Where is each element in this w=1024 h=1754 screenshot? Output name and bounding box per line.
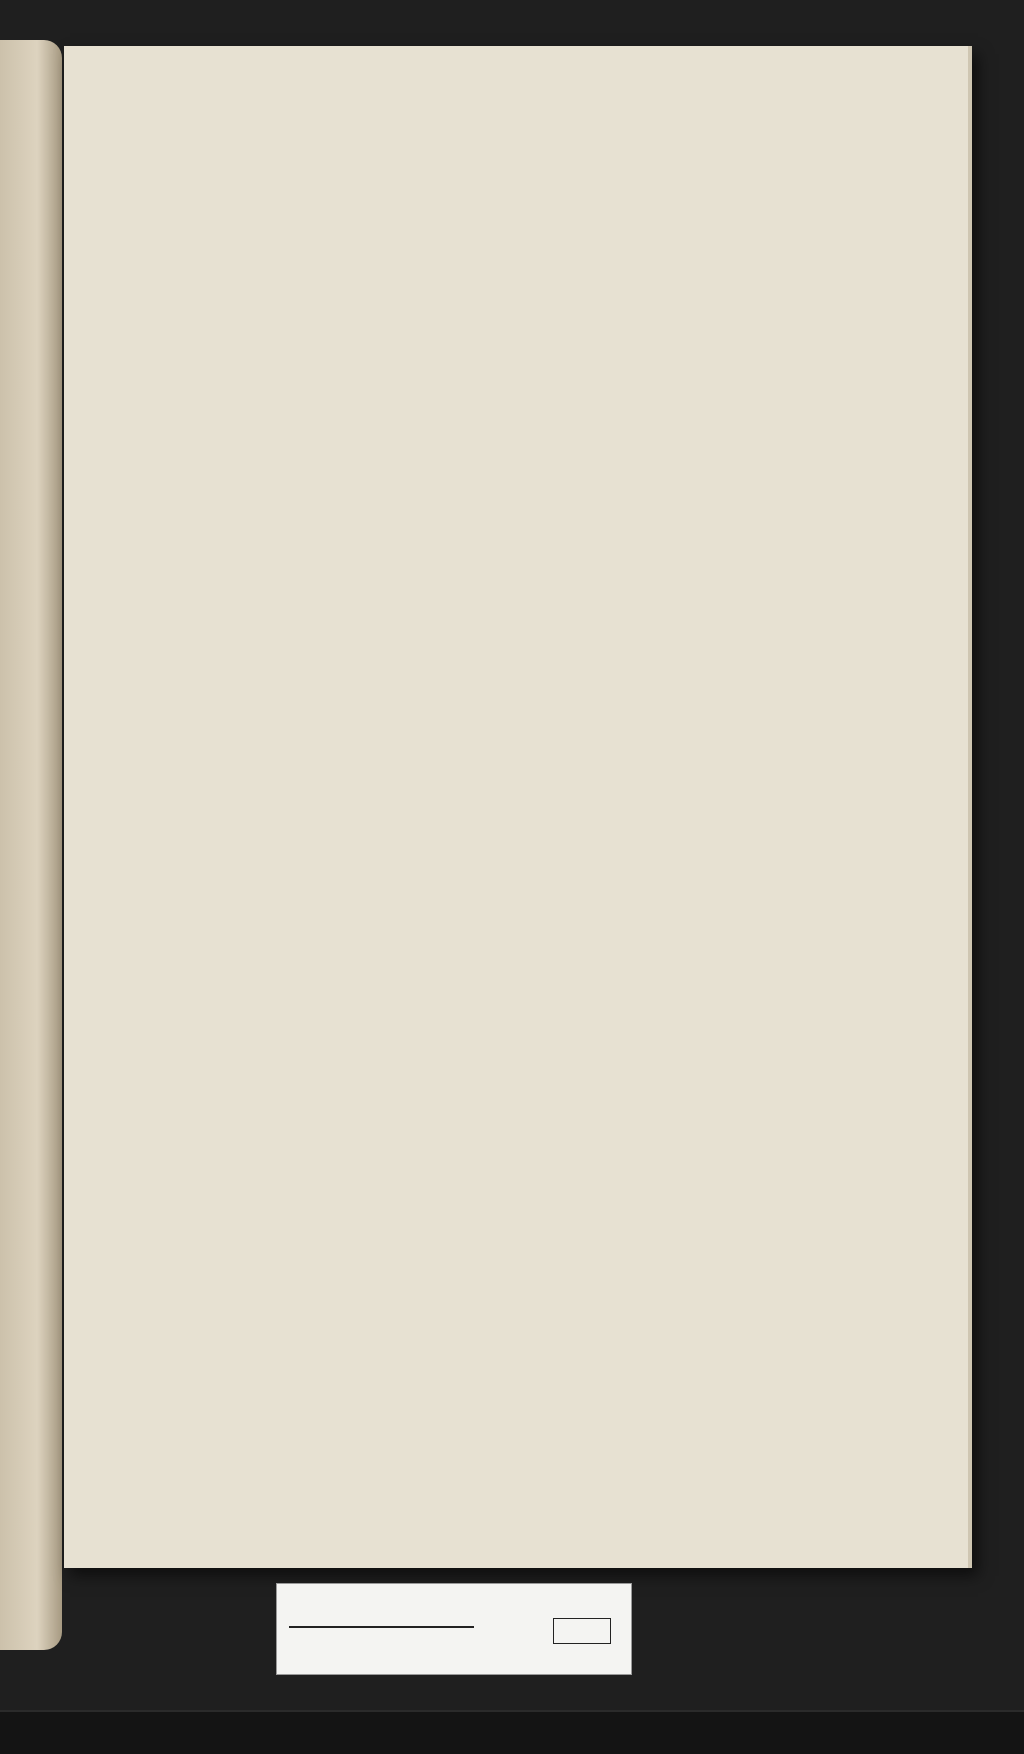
book-page [64, 46, 972, 1568]
scale-ruler [289, 1626, 474, 1628]
left-page-edge [0, 40, 62, 1650]
gray-scale-swatches [553, 1618, 611, 1644]
library-stamp [276, 1583, 632, 1675]
footer-bar [0, 1712, 1024, 1754]
